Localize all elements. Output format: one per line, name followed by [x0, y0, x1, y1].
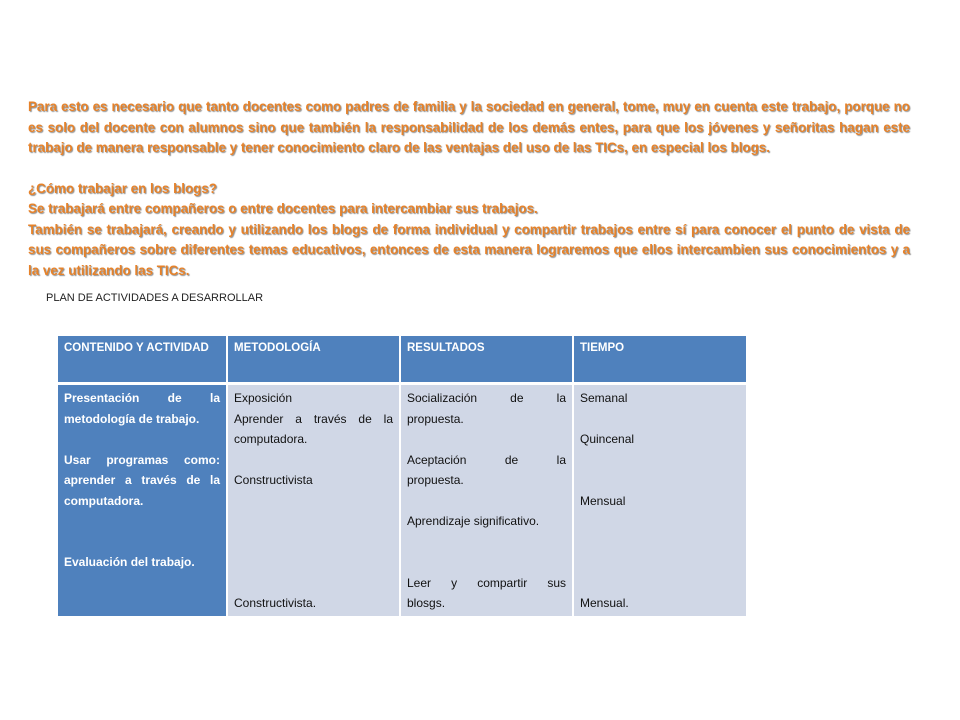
header-metodologia: METODOLOGÍA	[227, 336, 400, 384]
cell-line: Aprendizaje significativo.	[407, 514, 540, 528]
table-header-row	[58, 336, 746, 384]
cell-line: Constructivista	[234, 473, 313, 487]
cell-tiempo	[573, 384, 746, 616]
header-contenido: CONTENIDO Y ACTIVIDAD	[58, 336, 227, 384]
cell-line: computadora.	[64, 493, 144, 508]
cell-metodologia	[227, 384, 400, 616]
header-resultados: RESULTADOS	[400, 336, 573, 384]
intro-paragraph: Para esto es necesario que tanto docentes como padres de familia y la sociedad en general, tome, muy en cuenta este trabajo, porque no es solo del docente con alumnos sino que también la responsabilidad de los demás entes, para que los jóvenes y señoritas hagan este trabajo de manera responsable y tener conocimiento claro de las ventajas del uso de las TICs, en especial los blogs.	[28, 99, 910, 155]
cell-line: Presentación de la	[64, 391, 220, 405]
paragraph-gap	[28, 159, 910, 179]
cell-line: Aprender a través de la	[234, 411, 393, 426]
cell-line: Aceptación de la	[407, 452, 566, 467]
cell-line: Constructivista.	[234, 596, 317, 610]
cell-line: Mensual.	[580, 596, 629, 610]
cell-resultados	[400, 384, 573, 616]
cell-line: blosgs.	[407, 596, 446, 610]
cell-line: Usar programas como:	[64, 452, 220, 467]
cell-contenido	[58, 384, 227, 616]
question-heading: ¿Cómo trabajar en los blogs?	[28, 180, 217, 196]
cell-line: Exposición	[234, 391, 293, 405]
cell-line: aprender a través de la	[64, 473, 220, 487]
table-row	[58, 384, 746, 616]
plan-title: PLAN DE ACTIVIDADES A DESARROLLAR	[46, 292, 264, 304]
cell-line: metodología de trabajo.	[64, 411, 200, 426]
individual-work-paragraph: También se trabajará, creando y utilizando los blogs de forma individual y compartir trabajos entre sí para conocer el punto de vista de sus compañeros sobre diferentes temas educativos, entonces de esta manera lograremos que ellos intercambien sus conocimientos y a la vez utilizando las TICs.	[28, 221, 910, 278]
intro-text-block	[28, 97, 910, 281]
cell-line: Socialización de la	[407, 391, 566, 405]
header-tiempo: TIEMPO	[573, 336, 746, 384]
cell-line: Evaluación del trabajo.	[64, 555, 195, 569]
cell-line: Quincenal	[580, 432, 635, 446]
work-paragraph: Se trabajará entre compañeros o entre docentes para intercambiar sus trabajos.	[28, 201, 538, 216]
cell-line: Semanal	[580, 391, 628, 405]
cell-line: computadora.	[234, 432, 308, 446]
cell-line: propuesta.	[407, 411, 464, 426]
cell-line: Mensual	[580, 493, 626, 508]
cell-line: Leer y compartir sus	[407, 575, 566, 590]
activity-plan-table	[58, 336, 746, 616]
cell-line: propuesta.	[407, 473, 464, 487]
